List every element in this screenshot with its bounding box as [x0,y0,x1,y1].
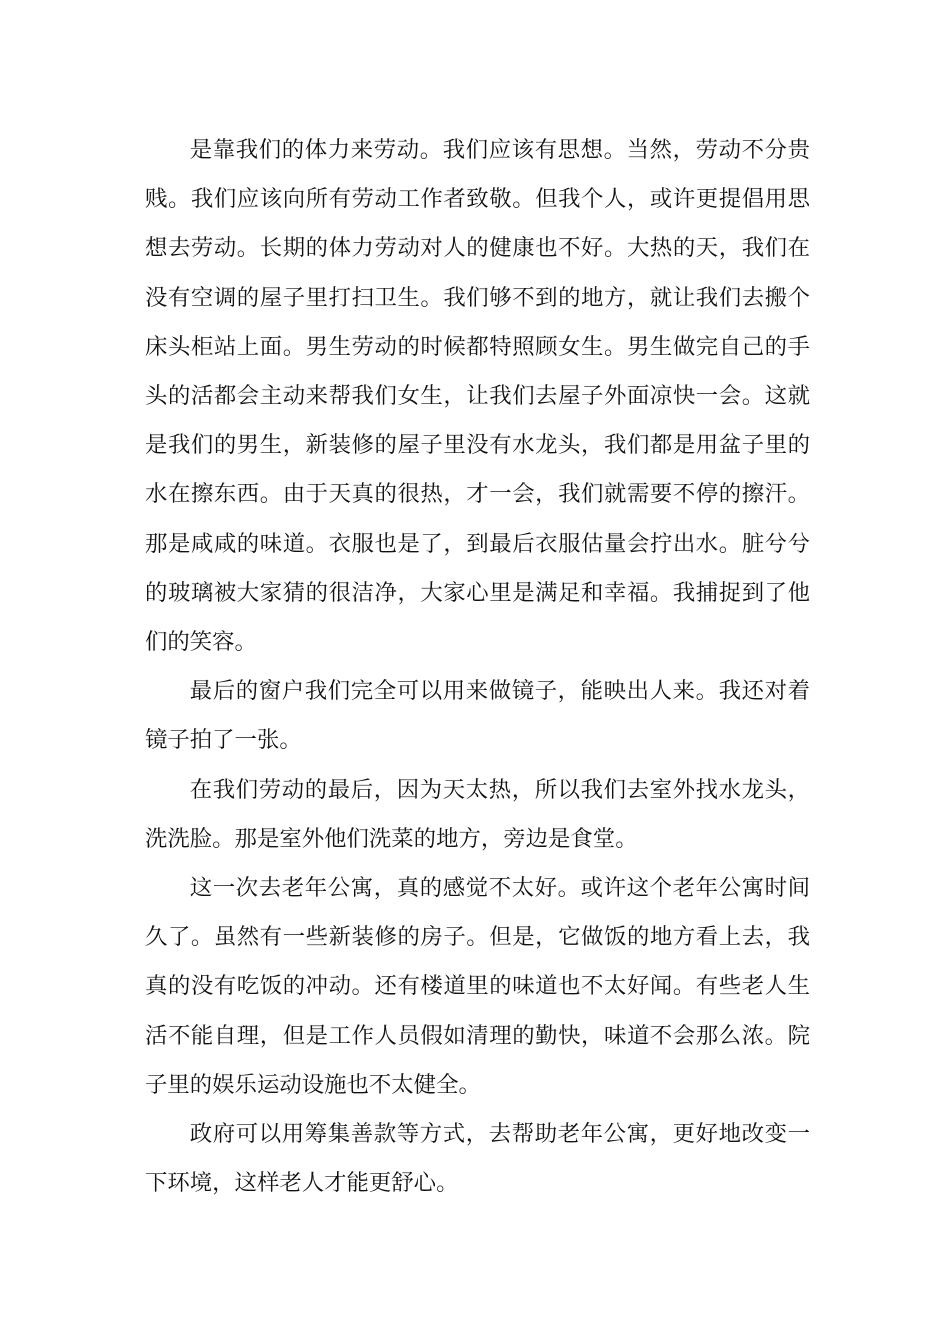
paragraph-5: 政府可以用筹集善款等方式，去帮助老年公寓，更好地改变一下环境，这样老人才能更舒心。 [145,1121,810,1197]
paragraph-4: 这一次去老年公寓，真的感觉不太好。或许这个老年公寓时间久了。虽然有一些新装修的房子。但是，它做饭的地方看上去，我真的没有吃饭的冲动。还有楼道里的味道也不太好闻。有些老人生活不能自理，但是工作人员假如清理的勤快，味道不会那么浓。院子里的娱乐运动设施也不太健全。 [145,875,810,1098]
document-body [145,126,810,1208]
paragraph-1: 是靠我们的体力来劳动。我们应该有思想。当然，劳动不分贵贱。我们应该向所有劳动工作者致敬。但我个人，或许更提倡用思想去劳动。长期的体力劳动对人的健康也不好。大热的天，我们在没有空调的屋子里打扫卫生。我们够不到的地方，就让我们去搬个床头柜站上面。男生劳动的时候都特照顾女生。男生做完自己的手头的活都会主动来帮我们女生，让我们去屋子外面凉快一会。这就是我们的男生，新装修的屋子里没有水龙头，我们都是用盆子里的水在擦东西。由于天真的很热，才一会，我们就需要不停的擦汗。那是咸咸的味道。衣服也是了，到最后衣服估量会拧出水。脏兮兮的玻璃被大家猜的很洁净，大家心里是满足和幸福。我捕捉到了他们的笑容。 [145,137,810,656]
paragraph-3: 在我们劳动的最后，因为天太热，所以我们去室外找水龙头，洗洗脸。那是室外他们洗菜的地方，旁边是食堂。 [145,776,810,852]
paragraph-2: 最后的窗户我们完全可以用来做镜子，能映出人来。我还对着镜子拍了一张。 [145,678,810,754]
